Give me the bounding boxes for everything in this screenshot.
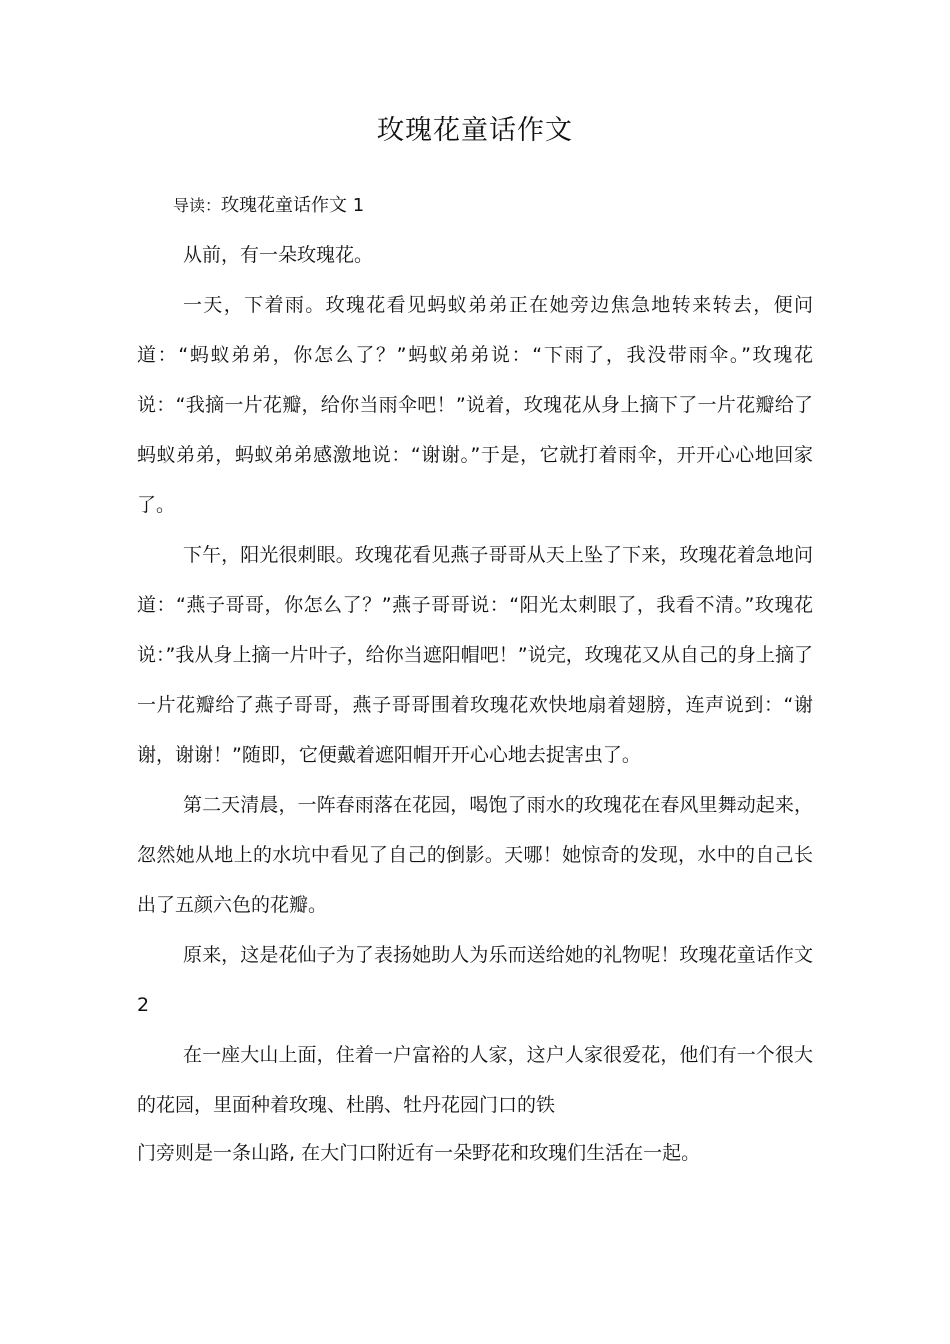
paragraph-5: 原来，这是花仙子为了表扬她助人为乐而送给她的礼物呢！玫瑰花童话作文 2 <box>137 944 813 1016</box>
paragraph-1: 从前，有一朵玫瑰花。 <box>183 244 374 266</box>
paragraph-6: 在一座大山上面，住着一户富裕的人家，这户人家很爱花，他们有一个很大的花园，里面种着玫瑰、杜鹃、牡丹花园门口的铁 <box>137 1044 813 1116</box>
intro-line <box>173 192 364 220</box>
paragraph-4: 第二天清晨，一阵春雨落在花园，喝饱了雨水的玫瑰花在春风里舞动起来，忽然她从地上的水坑中看见了自己的倒影。天哪！她惊奇的发现，水中的自己长出了五颜六色的花瓣。 <box>137 794 813 916</box>
paragraph-3: 下午，阳光很刺眼。玫瑰花看见燕子哥哥从天上坠了下来，玫瑰花着急地问道：“燕子哥哥，你怎么了？”燕子哥哥说：“阳光太刺眼了，我看不清。”玫瑰花说：”我从身上摘一片叶子，给你当遮阳帽吧！”说完，玫瑰花又从自己的身上摘了一片花瓣给了燕子哥哥，燕子哥哥围着玫瑰花欢快地扇着翅膀，连声说到：“谢谢，谢谢！”随即，它便戴着遮阳帽开开心心地去捉害虫了。 <box>137 544 813 766</box>
document-title: 玫瑰花童话作文 <box>377 115 573 146</box>
intro-heading: 玫瑰花童话作文 1 <box>221 195 365 216</box>
intro-label: 导读： <box>173 196 222 215</box>
document-body <box>137 230 813 1178</box>
paragraph-2: 一天，下着雨。玫瑰花看见蚂蚁弟弟正在她旁边焦急地转来转去，便问道：“蚂蚁弟弟，你怎么了？”蚂蚁弟弟说：“下雨了，我没带雨伞。”玫瑰花说：“我摘一片花瓣，给你当雨伞吧！”说着，玫瑰花从身上摘下了一片花瓣给了蚂蚁弟弟，蚂蚁弟弟感激地说：“谢谢。”于是，它就打着雨伞，开开心心地回家了。 <box>137 294 813 516</box>
closing-line: 门旁则是一条山路, 在大门口附近有一朵野花和玫瑰们生活在一起。 <box>137 1142 701 1164</box>
